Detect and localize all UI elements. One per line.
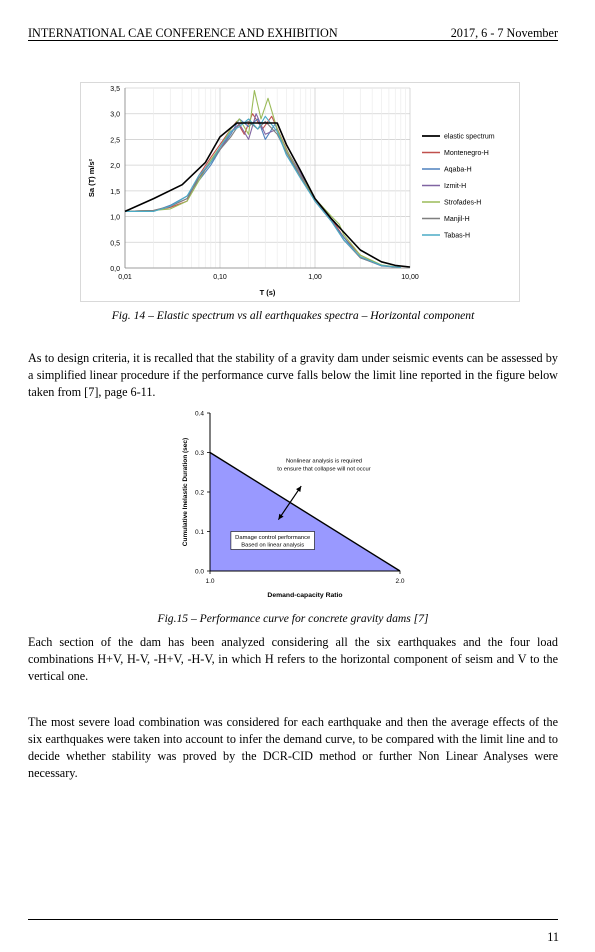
x-axis-title: T (s) <box>259 288 276 297</box>
y-axis-title: Sa (T) m/s² <box>87 158 96 198</box>
legend-label: Manjil-H <box>444 216 470 223</box>
y-tick-label: 0.1 <box>194 529 204 536</box>
y-tick-label: 0,0 <box>110 266 120 273</box>
x-tick-label: 0,01 <box>118 274 132 281</box>
y-tick-label: 0,5 <box>110 240 120 248</box>
x-tick-label: 2.0 <box>395 578 405 585</box>
legend-label: Montenegro-H <box>444 150 489 157</box>
legend-label: Izmit-H <box>444 183 467 190</box>
x-tick-label: 1,00 <box>308 274 322 281</box>
performance-curve-chart <box>170 405 420 605</box>
legend-label: Strofades-H <box>444 199 482 207</box>
page-header <box>28 26 558 41</box>
paragraph-severe-combination: The most severe load combination was considered for each earthquake and then the average effects of the six earthquakes were taken into account to infer the demand curve, to be compared with the limit line and to decide whether stability was proved by the DCR-CID method or further Non Linear Analyses were necessary. <box>28 715 558 780</box>
y-tick-label: 3,5 <box>110 86 120 93</box>
y-tick-label: 1,0 <box>110 214 120 222</box>
annotation-nonlinear: Nonlinear analysis is required to ensure that collapse will not occur <box>277 458 371 473</box>
x-tick-label: 1.0 <box>205 578 215 585</box>
y-tick-label: 0.4 <box>194 410 204 418</box>
page-number: 11 <box>547 930 559 944</box>
y-tick-label: 3,0 <box>110 111 120 119</box>
legend-label: elastic spectrum <box>444 133 495 141</box>
annotation-linear: Damage control performance Based on linear analysis <box>235 535 311 549</box>
paragraph-design-criteria: As to design criteria, it is recalled that the stability of a gravity dam under seismic events can be assessed by a simplified linear procedure if the performance curve falls below the limit line reported in the figure below taken from [7], page 6-11. <box>28 351 558 399</box>
legend-label: Tabas-H <box>444 232 471 240</box>
header-date: 2017, 6 - 7 November <box>450 26 558 40</box>
x-axis-title: Demand-capacity Ratio <box>267 592 343 599</box>
arrow-head-up <box>296 486 301 492</box>
y-tick-label: 0.0 <box>194 568 204 576</box>
footer-rule <box>28 919 558 920</box>
figure-15-caption: Fig.15 – Performance curve for concrete gravity dams [7] <box>157 612 429 625</box>
x-tick-label: 0,10 <box>213 274 227 281</box>
y-tick-label: 0.3 <box>194 450 204 457</box>
header-conference-title: INTERNATIONAL CAE CONFERENCE AND EXHIBITION <box>28 26 338 40</box>
legend-label: Aqaba-H <box>444 166 472 174</box>
spectrum-chart <box>80 82 520 302</box>
x-tick-label: 10,00 <box>401 274 419 281</box>
y-tick-label: 2,0 <box>110 163 120 171</box>
y-tick-label: 2,5 <box>110 137 120 145</box>
figure-14-caption: Fig. 14 – Elastic spectrum vs all earthquakes spectra – Horizontal component <box>111 309 475 322</box>
y-tick-label: 0.2 <box>194 489 204 497</box>
y-tick-label: 1,5 <box>110 188 120 196</box>
y-axis-title: Cumulative Inelastic Duration (sec) <box>182 437 189 547</box>
paragraph-load-combinations: Each section of the dam has been analyzed considering all the six earthquakes and the four load combinations H+V, H-V, -H+V, -H-V, in which H refers to the horizontal component of seism and V to the vertical one. <box>28 635 558 683</box>
